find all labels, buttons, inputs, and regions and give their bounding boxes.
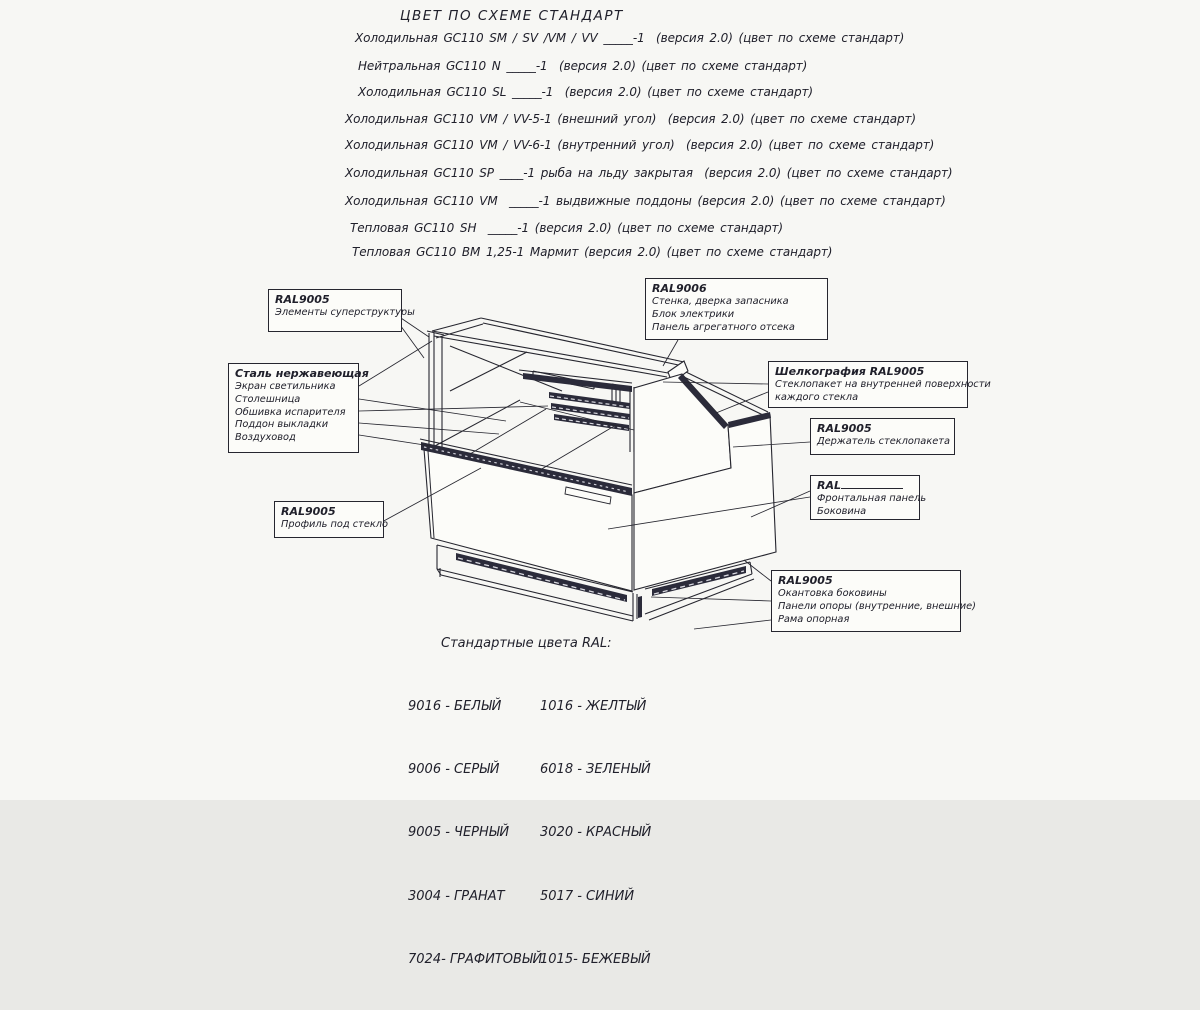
ral-entry: 5017 - СИНИЙ (540, 888, 635, 904)
callout-line: Столешница (235, 393, 301, 405)
callout-stainless-steel (228, 363, 369, 453)
ral-entry: 3004 - ГРАНАТ (408, 888, 505, 904)
ral-entry: 1016 - ЖЕЛТЫЙ (540, 699, 647, 714)
callout-glass-profile (274, 501, 389, 538)
callout-header: RAL9006 (652, 282, 707, 295)
callout-line: Обшивка испарителя (235, 406, 346, 418)
callout-line: Воздуховод (235, 432, 296, 444)
callout-rear-parts (645, 278, 828, 340)
callout-line: Боковина (817, 505, 867, 517)
model-line: Тепловая GC110 ВМ 1,25-1 Мармит (версия 2.0) (цвет по схеме стандарт) (352, 245, 833, 259)
callout-line: Элементы суперструктуры (275, 307, 415, 318)
ral-entry: 9016 - БЕЛЫЙ (408, 699, 502, 714)
side-panel (634, 374, 776, 590)
callout-header: Шелкография RAL9005 (775, 365, 925, 378)
model-line: Холодильная GC110 VM _____-1 выдвижные поддоны (версия 2.0) (цвет по схеме стандарт) (345, 194, 946, 208)
callout-line: Окантовка боковины (778, 588, 887, 599)
ral-column-left (408, 656, 542, 1010)
callout-header (817, 479, 913, 493)
callout-line: Фронтальная панель (817, 493, 927, 504)
callout-front-panel (810, 475, 927, 520)
page-title: ЦВЕТ ПО СХЕМЕ СТАНДАРТ (400, 8, 624, 24)
model-line: Холодильная GC110 VM / VV-6-1 (внутренний угол) (версия 2.0) (цвет по схеме стандарт) (345, 138, 935, 152)
callout-line: Поддон выкладки (235, 419, 329, 431)
ral-entry: 9005 - ЧЕРНЫЙ (408, 825, 510, 841)
model-line: Нейтральная GC110 N _____-1 (версия 2.0) (цвет по схеме стандарт) (358, 59, 808, 73)
ral-entry: 1015- БЕЖЕВЫЙ (540, 951, 651, 967)
callout-line: Стеклопакет на внутренней поверхности (775, 379, 991, 390)
callout-line: Панели опоры (внутренние, внешние) (778, 600, 976, 612)
callout-header: RAL9005 (778, 574, 833, 587)
callout-line: Рама опорная (778, 613, 850, 625)
callout-line: Профиль под стекло (281, 519, 389, 530)
model-line: Холодильная GC110 SL _____-1 (версия 2.0) (цвет по схеме стандарт) (358, 85, 813, 99)
model-line: Холодильная GC110 SP ____-1 рыба на льду закрытая (версия 2.0) (цвет по схеме стандарт) (345, 166, 953, 180)
callout-glass-holder (810, 418, 955, 455)
callout-header-text: RAL (817, 479, 841, 492)
rear-wall-grilles (433, 370, 634, 452)
model-line: Холодильная GC110 VM / VV-5-1 (внешний угол) (версия 2.0) (цвет по схеме стандарт) (345, 112, 916, 126)
ral-entry: 9006 - СЕРЫЙ (408, 762, 500, 778)
ral-table-title: Стандартные цвета RAL: (441, 636, 612, 651)
ral-entry: 7024- ГРАФИТОВЫЙ (408, 951, 543, 967)
callout-header: Сталь нержавеющая (235, 367, 369, 380)
callout-base-parts (771, 570, 976, 632)
callout-line: Экран светильника (235, 381, 336, 392)
callout-line: Держатель стеклопакета (817, 436, 950, 447)
model-line: Тепловая GC110 SH _____-1 (версия 2.0) (цвет по схеме стандарт) (350, 221, 784, 235)
callout-header: RAL9005 (275, 293, 330, 306)
model-line: Холодильная GC110 SM / SV /VM / VV _____-1 (версия 2.0) (цвет по схеме стандарт) (355, 31, 905, 45)
callout-header: RAL9005 (281, 505, 336, 518)
blank-field (841, 479, 903, 489)
callout-line: Панель агрегатного отсека (652, 321, 795, 333)
callout-header: RAL9005 (817, 422, 872, 435)
callout-superstructure (268, 289, 415, 332)
ral-entry: 6018 - ЗЕЛЕНЫЙ (540, 762, 651, 778)
ral-entry: 3020 - КРАСНЫЙ (540, 825, 652, 841)
callout-line: каждого стекла (775, 391, 859, 403)
callout-line: Блок электрики (652, 308, 735, 320)
callout-silkscreen (768, 361, 991, 408)
ral-column-right (540, 656, 651, 1010)
callout-line: Стенка, дверка запасника (652, 296, 789, 307)
